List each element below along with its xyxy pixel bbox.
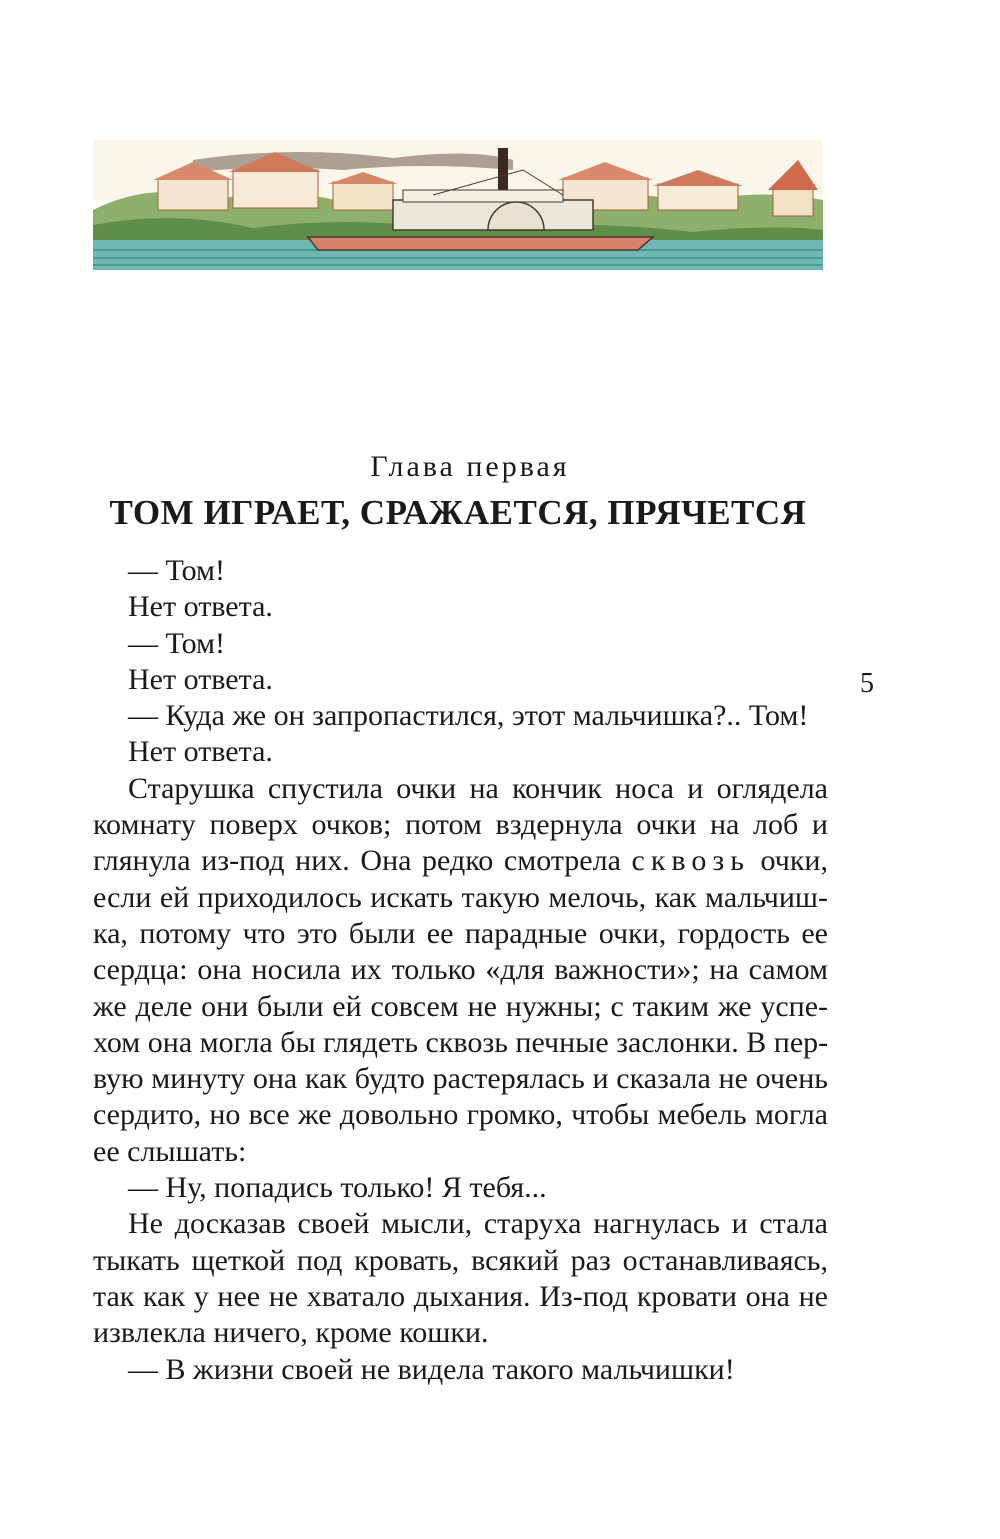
steamboat-illustration (93, 140, 823, 275)
text-line: так как у нее не хватало дыхания. Из-под кровати она не (93, 1279, 828, 1313)
paragraph (93, 771, 828, 1170)
text-line: комнату поверх очков; потом вздернула очки на лоб и (93, 808, 828, 842)
dialogue-line: — Том! (128, 554, 225, 587)
chapter-text (93, 553, 828, 1388)
text-line: ее слышать: (93, 1134, 247, 1168)
text-line: Нет ответа. (128, 735, 273, 769)
text-line: хом она могла бы глядеть сквозь печные заслонки. В пер- (93, 1025, 829, 1059)
paragraph (93, 1206, 828, 1351)
text-line: ка, потому что это были ее парадные очки, гордость ее (93, 916, 828, 950)
text-line (93, 843, 828, 879)
text-line: сердито, но все же довольно громко, чтобы мебель могла (93, 1098, 828, 1132)
chapter-title: ТОМ ИГРАЕТ, СРАЖАЕТСЯ, ПРЯЧЕТСЯ (109, 493, 807, 532)
dialogue-line: — Куда же он запропастился, этот мальчишка?.. Том! (128, 699, 809, 733)
text-line: сердца: она носила их только «для важности»; на самом (93, 953, 828, 987)
chapter-label: Глава первая (370, 450, 570, 483)
text-line: вую минуту она как будто растерялась и сказала не очень (93, 1062, 828, 1096)
dialogue-line: — Ну, попадись только! Я тебя... (128, 1171, 547, 1205)
text-line: если ей приходилось искать такую мелочь, как мальчиш- (93, 880, 828, 914)
text-line: Старушка спустила очки на кончик носа и оглядела (128, 771, 828, 805)
text-line: Не досказав своей мысли, старуха нагнулась и стала (128, 1207, 828, 1241)
text-line: Нет ответа. (128, 662, 273, 696)
text-fragment: очки, (760, 844, 828, 878)
dialogue-line: — Том! (128, 626, 225, 660)
text-line: тыкать щеткой под кровать, всякий раз останавливаясь, (93, 1243, 828, 1277)
text-line: же деле они были ей совсем не нужны; с таким же успе- (93, 989, 828, 1023)
emphasized-word: сквозь (631, 844, 750, 878)
text-line: Нет ответа. (128, 590, 273, 624)
dialogue-line: — В жизни своей не видела такого мальчишки! (128, 1352, 735, 1386)
margin-page-number: 5 (860, 668, 874, 699)
text-fragment: глянула из-под них. Она редко смотрела (93, 844, 621, 878)
text-line: извлекла ничего, кроме кошки. (93, 1316, 489, 1350)
